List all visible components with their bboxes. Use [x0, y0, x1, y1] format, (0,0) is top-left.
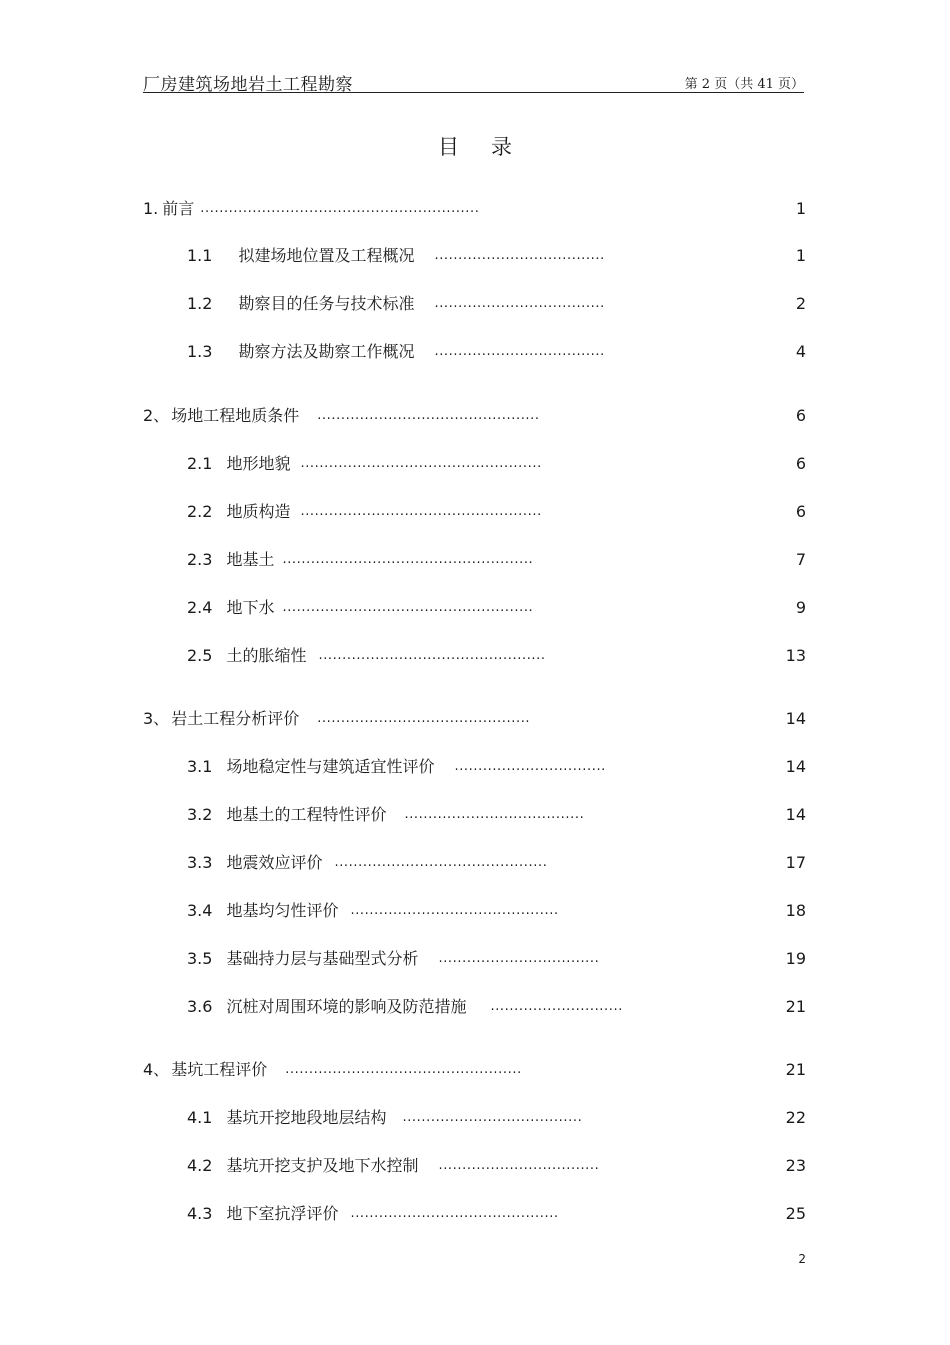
toc-entry-page-number: 17: [785, 853, 806, 872]
toc-entry-leader-dots: ...............................................: [317, 408, 540, 423]
toc-entry[interactable]: [187, 500, 542, 524]
footer-page-number: 2: [798, 1252, 806, 1266]
toc-entry-label: 岩土工程分析评价: [171, 709, 300, 728]
toc-entry[interactable]: [187, 596, 533, 620]
toc-entry[interactable]: [187, 851, 547, 875]
toc-entry-page-number: 7: [795, 550, 806, 569]
document-title: 厂房建筑场地岩土工程勘察: [143, 75, 353, 95]
toc-entry[interactable]: [187, 292, 605, 316]
toc-entry-leader-dots: .............................................: [334, 855, 548, 870]
toc-entry-page-number: 1: [795, 199, 806, 218]
toc-entry-number: 3.5: [187, 949, 213, 968]
toc-entry-page-number: 13: [785, 646, 806, 665]
page-header: [143, 70, 804, 93]
toc-entry[interactable]: [187, 1154, 599, 1178]
toc-entry-leader-dots: ...................................................: [300, 504, 542, 519]
toc-entry-page-number: 1: [795, 246, 806, 265]
toc-entry-page-number: 21: [785, 1060, 806, 1079]
toc-entry-leader-dots: ......................................: [404, 807, 585, 822]
toc-entry-label: 场地工程地质条件: [171, 406, 300, 425]
toc-entry-page-number: 23: [785, 1156, 806, 1175]
toc-entry-number: 2.3: [187, 550, 213, 569]
toc-entry-label: 土的胀缩性: [226, 646, 307, 665]
page-counter: 第 2 页（共 41 页）: [684, 77, 804, 92]
toc-entry[interactable]: [187, 995, 623, 1019]
toc-heading: 目录: [438, 135, 544, 159]
toc-entry[interactable]: [187, 1106, 582, 1130]
toc-entry-label: 基坑开挖支护及地下水控制: [226, 1156, 419, 1175]
toc-entry-label: 地震效应评价: [226, 853, 323, 872]
toc-entry[interactable]: [187, 755, 606, 779]
toc-entry-leader-dots: ......................................: [402, 1110, 583, 1125]
toc-entry-page-number: 14: [785, 757, 806, 776]
toc-entry-page-number: 22: [785, 1108, 806, 1127]
toc-entry-page-number: 6: [795, 502, 806, 521]
toc-entry-leader-dots: ..................................: [438, 1158, 600, 1173]
toc-entry-leader-dots: ...................................................: [300, 456, 542, 471]
toc-entry[interactable]: [143, 197, 480, 221]
toc-entry[interactable]: [187, 452, 542, 476]
toc-entry[interactable]: [187, 803, 584, 827]
toc-entry-page-number: 2: [795, 294, 806, 313]
toc-entry-number: 1.1: [187, 246, 213, 265]
toc-entry-leader-dots: ..................................: [438, 951, 600, 966]
toc-entry-number: 2.4: [187, 598, 213, 617]
toc-entry-leader-dots: ................................: [454, 759, 606, 774]
toc-entry-leader-dots: .............................................: [317, 711, 531, 726]
toc-entry-label: 地形地貌: [226, 454, 291, 473]
toc-entry-label: 勘察方法及勘察工作概况: [238, 342, 415, 361]
toc-entry-leader-dots: ................................................: [318, 648, 546, 663]
toc-entry-leader-dots: .....................................................: [282, 600, 534, 615]
toc-entry-number: 1.2: [187, 294, 213, 313]
toc-entry[interactable]: [187, 548, 533, 572]
toc-entry-label: 地下水: [226, 598, 275, 617]
toc-entry-number: 4.2: [187, 1156, 213, 1175]
toc-entry-number: 4.3: [187, 1204, 213, 1223]
toc-entry-page-number: 14: [785, 709, 806, 728]
toc-entry-page-number: 21: [785, 997, 806, 1016]
toc-entry-leader-dots: ..................................................: [285, 1062, 522, 1077]
toc-entry-label: 沉桩对周围环境的影响及防范措施: [226, 997, 467, 1016]
toc-entry-leader-dots: .....................................................: [282, 552, 534, 567]
toc-entry-leader-dots: ...........................................................: [200, 201, 480, 216]
toc-entry-label: 拟建场地位置及工程概况: [238, 246, 415, 265]
toc-entry-page-number: 9: [795, 598, 806, 617]
toc-entry-label: 前言: [162, 199, 195, 218]
toc-entry-number: 3.1: [187, 757, 213, 776]
toc-entry-number: 1.: [143, 199, 159, 218]
toc-entry-leader-dots: ............................: [490, 999, 623, 1014]
toc-entry-number: 3、: [143, 709, 170, 728]
toc-entry-number: 4、: [143, 1060, 170, 1079]
toc-entry[interactable]: [187, 899, 559, 923]
toc-entry-number: 3.6: [187, 997, 213, 1016]
toc-entry-leader-dots: ....................................: [434, 248, 605, 263]
toc-entry-number: 1.3: [187, 342, 213, 361]
toc-entry-label: 地基土: [226, 550, 275, 569]
toc-entry-leader-dots: ............................................: [350, 1206, 559, 1221]
toc-entry[interactable]: [187, 244, 605, 268]
toc-entry[interactable]: [143, 1058, 522, 1082]
toc-entry-label: 地基均匀性评价: [226, 901, 339, 920]
toc-entry[interactable]: [143, 404, 540, 428]
toc-entry-page-number: 4: [795, 342, 806, 361]
toc-entry-page-number: 25: [785, 1204, 806, 1223]
toc-entry[interactable]: [187, 1202, 559, 1226]
toc-entry-number: 3.2: [187, 805, 213, 824]
toc-entry-page-number: 6: [795, 406, 806, 425]
toc-entry[interactable]: [143, 707, 530, 731]
toc-entry-label: 地下室抗浮评价: [226, 1204, 339, 1223]
toc-entry-label: 勘察目的任务与技术标准: [238, 294, 415, 313]
toc-entry-leader-dots: ....................................: [434, 344, 605, 359]
toc-entry-number: 2、: [143, 406, 170, 425]
toc-entry-label: 场地稳定性与建筑适宜性评价: [226, 757, 435, 776]
toc-entry-number: 2.2: [187, 502, 213, 521]
toc-entry-page-number: 19: [785, 949, 806, 968]
toc-entry[interactable]: [187, 947, 599, 971]
toc-entry-label: 地质构造: [226, 502, 291, 521]
toc-entry[interactable]: [187, 644, 546, 668]
toc-entry-number: 4.1: [187, 1108, 213, 1127]
toc-entry-page-number: 18: [785, 901, 806, 920]
toc-entry-label: 基坑工程评价: [171, 1060, 268, 1079]
toc-entry-number: 3.3: [187, 853, 213, 872]
toc-entry-label: 基础持力层与基础型式分析: [226, 949, 419, 968]
toc-entry-number: 2.1: [187, 454, 213, 473]
toc-entry-page-number: 6: [795, 454, 806, 473]
toc-entry-leader-dots: ............................................: [350, 903, 559, 918]
toc-entry-label: 地基土的工程特性评价: [226, 805, 387, 824]
toc-entry-leader-dots: ....................................: [434, 296, 605, 311]
toc-entry-label: 基坑开挖地段地层结构: [226, 1108, 387, 1127]
toc-entry[interactable]: [187, 340, 605, 364]
toc-entry-number: 2.5: [187, 646, 213, 665]
toc-entry-page-number: 14: [785, 805, 806, 824]
toc-entry-number: 3.4: [187, 901, 213, 920]
